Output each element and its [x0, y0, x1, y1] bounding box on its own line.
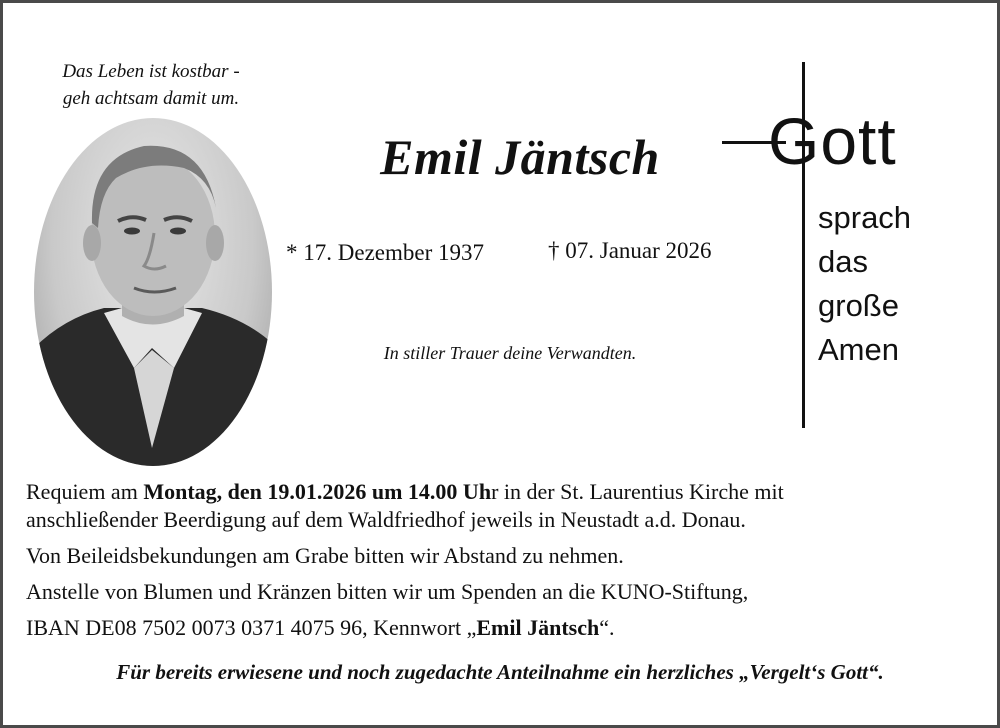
birth-date: * 17. Dezember 1937 — [286, 240, 484, 265]
motto-line: geh achtsam damit um. — [62, 88, 240, 109]
mourning-line: In stiller Trauer deine Verwandten. — [383, 343, 637, 363]
verse-line: sprach — [818, 200, 912, 235]
motto — [36, 58, 266, 112]
closing-thanks: Für bereits erwiesene und noch zugedachte Anteilnahme ein herzliches „Vergelt‘s Gott“. — [116, 660, 884, 684]
portrait-photo — [34, 118, 272, 466]
requiem-date-time: Montag, den 19.01.2026 um 14.00 Uh — [143, 479, 492, 504]
requiem-location: r in der St. Laurentius Kirche mit — [491, 479, 784, 504]
condolence-note: Von Beileidsbekundungen am Grabe bitten wir Abstand zu nehmen. — [26, 543, 624, 568]
verse-lines — [818, 196, 911, 372]
motto-line: Das Leben ist kostbar - — [62, 61, 240, 82]
deceased-name: Emil Jäntsch — [380, 129, 660, 185]
verse-word: Gott — [768, 104, 897, 178]
requiem-paragraph — [26, 478, 976, 534]
donation-paragraph — [26, 578, 976, 606]
iban-line — [26, 614, 976, 642]
verse-line: Amen — [818, 332, 899, 367]
verse-line: große — [818, 288, 899, 323]
notice-body — [26, 478, 976, 642]
keyword-name: Emil Jäntsch — [476, 615, 600, 640]
iban-text: IBAN DE08 7502 0073 0371 4075 96, Kennwort „ — [26, 615, 477, 640]
requiem-text: Requiem am — [26, 479, 144, 504]
death-date: † 07. Januar 2026 — [548, 238, 712, 263]
burial-text: anschließender Beerdigung auf dem Waldfriedhof jeweils in Neustadt a.d. Donau. — [26, 507, 746, 532]
verse-line: das — [818, 244, 868, 279]
iban-close: “. — [599, 615, 615, 640]
donation-text: Anstelle von Blumen und Kränzen bitten wir um Spenden an die KUNO-Stiftung, — [26, 579, 749, 604]
